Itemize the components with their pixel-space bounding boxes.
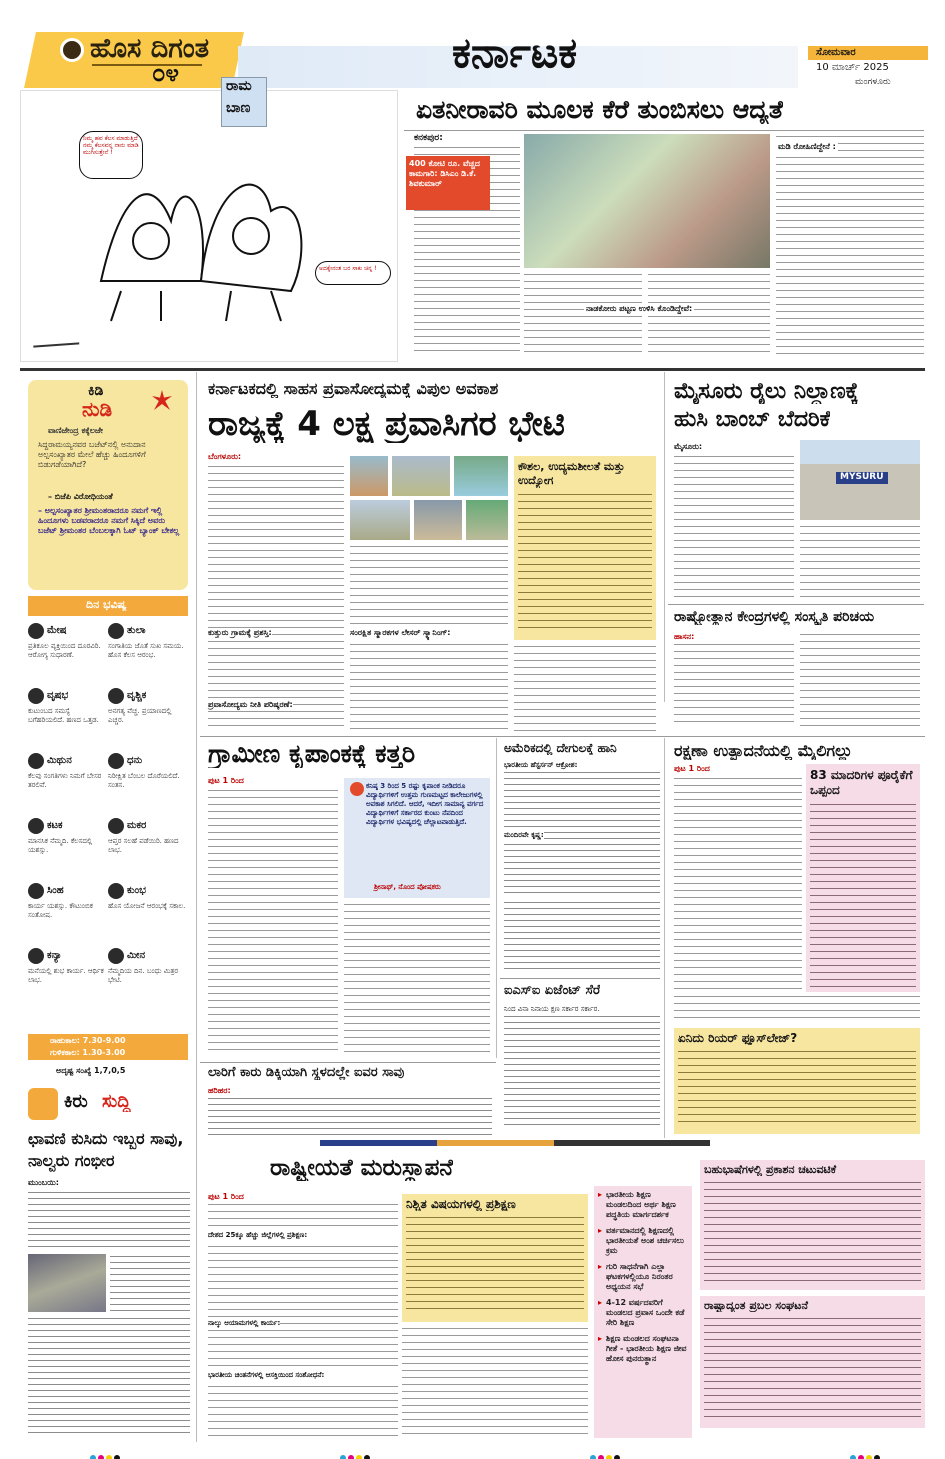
rakshana-col1 bbox=[674, 776, 802, 990]
mysuru-headline-1: ಮೈಸೂರು ರೈಲು ನಿಲ್ದಾಣಕ್ಕೆ bbox=[674, 380, 859, 404]
rashtrotthana-col1 bbox=[674, 642, 794, 728]
zodiac-icon bbox=[28, 688, 44, 704]
tourism-col2 bbox=[350, 544, 508, 732]
cartoon-label-top: ರಾಮ bbox=[226, 79, 252, 94]
zodiac-text: ಸಂಗಾತಿಯ ಜೊತೆ ಸುಖ ಸಮಯ. ಹೊಸ ಕೆಲಸ ಆರಂಭ. bbox=[108, 642, 184, 659]
bullet-icon: ▸ bbox=[598, 1226, 603, 1235]
story-america bbox=[500, 738, 660, 898]
kirusuddi-dateline: ಮುಂಬಯಿ: bbox=[28, 1178, 59, 1187]
gramina-quote: ಕನಿಷ್ಠ 3 ರಿಂದ 5 ರಷ್ಟು ಕೃಪಾಂಕ ನೀಡಿದರೂ ವಿದ್ಯಾರ್ಥಿಗಳಿಗೆ ಉತ್ತಮ ಗುಣಮಟ್ಟದ ಕಾಲೇಜುಗಳಲ್ಲಿ ಅವಕಾಶ ಸಿಗಲಿದೆ. ಆದರೆ, ಇದೀಗ ಸಾಮಾನ್ಯ ವರ್ಗದ ವಿದ್ಯಾರ್ಥಿಗಳಿಗೆ ಸರ್ಕಾರದ ಕುಂಟು ನೆಪದಿಂದ ವಿದ್ಯಾರ್ಥಿಗಳ ಭವಿಷ್ಯದಲ್ಲಿ ಚೆಲ್ಲಾಟವಾಡುತ್ತಿದೆ. bbox=[366, 782, 484, 826]
zodiac-name: ಧನು bbox=[127, 755, 143, 766]
zodiac-text: ಕಾರ್ಯ ಯಶಸ್ಸು. ಕೌಟುಂಬಿಕ ಸಂತೋಷ. bbox=[28, 902, 93, 919]
zodiac-text: ನೆಮ್ಮದಿಯ ದಿನ. ಬಂಧು ಮಿತ್ರರ ಭೇಟಿ. bbox=[108, 967, 179, 984]
tourism-kicker: ಕರ್ನಾಟಕದಲ್ಲಿ ಸಾಹಸ ಪ್ರವಾಸೋದ್ಯಮಕ್ಕೆ ವಿಪುಲ ಅವಕಾಶ bbox=[208, 380, 499, 398]
mysuru-headline-2: ಹುಸಿ ಬಾಂಬ್ ಬೆದರಿಕೆ bbox=[674, 408, 831, 432]
zodiac-text: ಅನಗತ್ಯ ವೆಚ್ಚ. ಪ್ರಯಾಣದಲ್ಲಿ ಎಚ್ಚರ. bbox=[108, 707, 172, 724]
gramina-quote-author: ಶ್ರೀನಾಥ್, ನೊಂದ ಪೋಷಕರು bbox=[374, 883, 441, 891]
lorry-headline: ಲಾರಿಗೆ ಕಾರು ಡಿಕ್ಕಿಯಾಗಿ ಸ್ಥಳದಲ್ಲೇ ಐವರ ಸಾವು bbox=[208, 1066, 405, 1080]
story-rashtriyate bbox=[200, 1148, 692, 1440]
section-title: ಕರ್ನಾಟಕ bbox=[452, 30, 578, 77]
zodiac-text: ಮನೆಯಲ್ಲಿ ಶುಭ ಕಾರ್ಯ. ಆರ್ಥಿಕ ಲಾಭ. bbox=[28, 967, 104, 984]
lucky-number: ಅದೃಷ್ಟ ಸಂಖ್ಯೆ 1,7,0,5 bbox=[56, 1066, 126, 1075]
masthead-date: 10 ಮಾರ್ಚ್ 2025 bbox=[816, 62, 889, 73]
rashtriyate-sub-2: ನಾಲ್ಕು ಆಯಾಮಗಳಲ್ಲಿ ಕಾರ್ಯ: bbox=[208, 1319, 281, 1327]
america-dateline: ಭಾರತೀಯ ಹೆಸ್ಟರ್ಸನ್ ಆಕ್ರೋಶ: bbox=[504, 761, 578, 769]
kirusuddi-text-2 bbox=[110, 1254, 190, 1312]
gulika: ಗುಳಿಕಕಾಲ: 1.30-3.00 bbox=[50, 1048, 126, 1057]
zodiac-text: ಕುಟುಂಬದ ಸಮಸ್ಯೆ ಬಗೆಹರಿಯಲಿದೆ. ಹಣದ ಒತ್ತಡ. bbox=[28, 707, 99, 724]
story-lake-highlight: 400 ಕೋಟಿ ರೂ. ವೆಚ್ಚದ ಕಾಮಗಾರಿ: ಡಿಸಿಎಂ ಡಿ.ಕೆ. ಶಿವಕುಮಾರ್ bbox=[409, 159, 480, 188]
story-rakshana bbox=[668, 738, 924, 1138]
registration-marks-2 bbox=[340, 1446, 372, 1459]
zodiac-icon bbox=[28, 818, 44, 834]
gramina-headline: ಗ್ರಾಮೀಣ ಕೃಪಾಂಕಕ್ಕೆ ಕತ್ತರಿ bbox=[208, 740, 416, 768]
row-rule-1 bbox=[20, 368, 925, 371]
kidi-answer-1: – ಬಿಜೆಪಿ ವಿರೋಧಿಯಂತೆ bbox=[48, 492, 113, 501]
zodiac-sign bbox=[28, 685, 106, 747]
tourism-sub-2: ಸಂರಕ್ಷಿತ ಸ್ಮಾರಕಗಳ ಲೇಸರ್ ಸ್ಕ್ಯಾನಿಂಗ್: bbox=[350, 628, 508, 638]
kidi-question: ಸಿದ್ದರಾಮಯ್ಯನವರ ಬಜೆಟ್‌ನಲ್ಲಿ ಅನುದಾನ ಅಲ್ಪಸಂಖ್ಯಾತರ ಮೇಲೆ ಹೆಚ್ಚು ಹಿಂದೂಗಳಿಗೆ ಬಿಡುಗಡೆಯಾಗಿದೆ? bbox=[38, 440, 146, 469]
zodiac-sign bbox=[108, 750, 186, 812]
zodiac-name: ಸಿಂಹ bbox=[47, 885, 64, 896]
mysuru-col2 bbox=[800, 524, 920, 598]
masthead-day: ಸೋಮವಾರ bbox=[816, 47, 856, 58]
kirusuddi-text bbox=[28, 1190, 190, 1250]
cartoon-panel bbox=[20, 79, 398, 362]
zodiac-name: ಮಿಥುನ bbox=[47, 755, 72, 766]
mysuru-sign: MYSURU bbox=[836, 472, 888, 484]
zodiac-name: ಮಕರ bbox=[127, 820, 147, 831]
masthead-tagline-rule bbox=[92, 64, 202, 66]
zodiac-sign bbox=[108, 880, 186, 942]
rakshana-box-title: 83 ಮಾದರಿಗಳ ಪೂರೈಕೆಗೆ ಒಪ್ಪಂದ bbox=[810, 768, 913, 797]
rakshana-box-text bbox=[810, 802, 916, 988]
tourism-photo-4[interactable] bbox=[350, 500, 410, 540]
rahukala: ರಾಹುಕಾಲ: 7.30-9.00 bbox=[50, 1036, 126, 1045]
column-rule-right bbox=[664, 738, 665, 1138]
rear-text bbox=[678, 1049, 916, 1127]
rear-title: ಏನಿದು ರಿಯರ್ ಫ್ಯೂಸ್‌ಲೇಜ್? bbox=[678, 1032, 798, 1045]
zodiac-icon bbox=[108, 688, 124, 704]
rashtriyate-dateline: ಪುಟ 1 ರಿಂದ bbox=[208, 1192, 244, 1201]
tourism-sub-1: ಕುತ್ತುರು ಗ್ರಾಮಕ್ಕೆ ಪ್ರಶಸ್ತಿ: bbox=[208, 628, 272, 637]
zodiac-icon bbox=[28, 623, 44, 639]
rashtriyate-points bbox=[594, 1186, 692, 1438]
kirusuddi-photo[interactable] bbox=[28, 1254, 106, 1312]
tourism-photo-2[interactable] bbox=[392, 456, 450, 496]
sanghatane-text bbox=[704, 1316, 921, 1422]
speech-bubble-left bbox=[79, 131, 143, 179]
spark-icon bbox=[152, 390, 172, 410]
mysuru-col1 bbox=[674, 454, 794, 598]
registration-marks-4 bbox=[850, 1446, 882, 1459]
rakshana-headline: ರಕ್ಷಣಾ ಉತ್ಪಾದನೆಯಲ್ಲಿ ಮೈಲಿಗಲ್ಲು bbox=[674, 742, 853, 760]
rashtrotthana-col2 bbox=[800, 632, 920, 728]
tourism-photo-5[interactable] bbox=[414, 500, 462, 540]
story-bahubhashe bbox=[700, 1160, 925, 1442]
bullet-icon: ▸ bbox=[598, 1334, 603, 1343]
tourism-dateline: ಬೆಂಗಳೂರು: bbox=[208, 452, 242, 461]
story-tourism bbox=[200, 372, 660, 734]
zodiac-sign bbox=[28, 620, 106, 682]
story-lorry bbox=[200, 1064, 496, 1140]
rashtrotthana-headline: ರಾಷ್ಟ್ರೋತ್ಥಾನ ಕೇಂದ್ರಗಳಲ್ಲಿ ಸಂಸ್ಕೃತಿ ಪರಿಚಯ bbox=[674, 610, 875, 625]
mysuru-dateline: ಮೈಸೂರು: bbox=[674, 442, 703, 451]
kirusuddi-title-2: ಸುದ್ದಿ bbox=[102, 1092, 131, 1112]
rashtriyate-box-text bbox=[406, 1215, 584, 1315]
zodiac-name: ಕಟಕ bbox=[47, 820, 63, 831]
rashtriyate-sub-1: ದೇಶದ 25ಕ್ಕೂ ಹೆಚ್ಚು ಜಿಲ್ಲೆಗಳಲ್ಲಿ ಪ್ರಶಿಕ್ಷಣ: bbox=[208, 1230, 398, 1240]
tourism-photo-1[interactable] bbox=[350, 456, 388, 496]
column-rule-left bbox=[196, 372, 197, 1442]
zodiac-text: ನಿರೀಕ್ಷಿತ ಬೆಂಬಲ ದೊರೆಯಲಿದೆ. ಸಂತಸ. bbox=[108, 772, 180, 789]
rashtriyate-box bbox=[402, 1194, 588, 1322]
sanghatane-box bbox=[700, 1296, 925, 1428]
tourism-box-text bbox=[518, 492, 652, 632]
story-lake-col4 bbox=[776, 134, 924, 358]
zodiac-name: ಕನ್ಯಾ bbox=[47, 950, 62, 961]
point-item bbox=[598, 1298, 688, 1328]
point-item bbox=[598, 1226, 688, 1256]
zodiac-sign bbox=[28, 880, 106, 942]
registration-marks-3 bbox=[590, 1446, 622, 1459]
point-item bbox=[598, 1190, 688, 1220]
rashtriyate-sub-3: ಭಾರತೀಯ ಚಿಂತನೆಗಳಲ್ಲಿ ಆಸಕ್ತಿಯಿಂದ ಸಂಶೋಧನೆ: bbox=[208, 1370, 398, 1380]
bhavishya-title: ದಿನ ಭವಿಷ್ಯ bbox=[86, 599, 127, 611]
rule-lorry bbox=[200, 1062, 496, 1063]
zodiac-sign bbox=[28, 945, 106, 1007]
bullet-icon: ▸ bbox=[598, 1298, 603, 1307]
zodiac-icon bbox=[108, 623, 124, 639]
tourism-headline: ರಾಜ್ಯಕ್ಕೆ 4 ಲಕ್ಷ ಪ್ರವಾಸಿಗರ ಭೇಟಿ bbox=[208, 406, 566, 444]
zodiac-text: ಮಾನಸಿಕ ನೆಮ್ಮದಿ. ಕೆಲಸದಲ್ಲಿ ಯಶಸ್ಸು. bbox=[28, 837, 93, 854]
story-lake-highlight-box bbox=[406, 156, 490, 210]
lorry-text bbox=[208, 1096, 492, 1138]
gramina-quote-box bbox=[344, 778, 490, 898]
zodiac-name: ತುಲಾ bbox=[127, 625, 146, 636]
zodiac-sign bbox=[108, 685, 186, 747]
story-lake-col2 bbox=[524, 272, 642, 358]
rule-isi bbox=[500, 978, 660, 979]
zodiac-sign bbox=[108, 620, 186, 682]
gramina-col2 bbox=[344, 902, 490, 1054]
column-rule-gramina bbox=[496, 738, 497, 1058]
bhavishya-box bbox=[28, 596, 188, 1038]
column-rule-mid bbox=[664, 372, 665, 702]
kirusuddi-title: ಕಿರು bbox=[64, 1092, 88, 1112]
kirusuddi bbox=[20, 1086, 192, 1438]
zodiac-name: ಮೇಷ bbox=[47, 625, 67, 636]
story-lake-subhead-2: ಮಡಿ ರೋಹಿಣಿದ್ದೇನೆ : bbox=[778, 142, 836, 151]
gramina-dateline: ಪುಟ 1 ರಿಂದ bbox=[208, 776, 244, 785]
isi-text-start: ನಿಂದ ವಿನಾ ನಿನಾಯ ಕ್ಷಣ ಸರ್ಕಾರ ಸರ್ಕಾರ. bbox=[504, 1005, 600, 1013]
point-text: ವರ್ತಮಾನದಲ್ಲಿ ಶಿಕ್ಷಣದಲ್ಲಿ ಭಾರತೀಯತೆ ಅಂಶ ಚರ್ಚಿಸಲು ಕ್ರಮ bbox=[606, 1226, 684, 1255]
zodiac-sign bbox=[28, 750, 106, 812]
tourism-box bbox=[514, 456, 656, 640]
fist-icon bbox=[28, 1088, 58, 1120]
speech-bubble-left-text: ನಿಮ್ಮ ಹವ ಕೆಲಸ ಮಾಡುತ್ತಿದೆ ನಮ್ಮ ಕೆಲಸವನ್ನ ನಾನು ಮಾಡಿ ಮುಗಿಸುತ್ತೇನೆ ! bbox=[83, 135, 139, 156]
story-isi bbox=[500, 980, 660, 1136]
zodiac-icon bbox=[28, 753, 44, 769]
cartoon-label-bottom: ಬಾಣ bbox=[226, 101, 251, 116]
story-lake-photo[interactable] bbox=[524, 134, 770, 268]
rakshana-box bbox=[806, 764, 920, 992]
zodiac-icon bbox=[108, 753, 124, 769]
tourism-box-title: ಕೌಶಲ, ಉದ್ಯಮಶೀಲತೆ ಮತ್ತು ಉದ್ಯೋಗ bbox=[518, 460, 625, 487]
point-text: ಗುರಿ ಸಾಧನೆಗಾಗಿ ಎಲ್ಲಾ ಘಟಕಗಳಲ್ಲಿಯೂ ನಿರಂತರ ಅಧ್ಯಯನ ಸಭೆ bbox=[606, 1262, 673, 1291]
registration-marks bbox=[90, 1446, 122, 1459]
kirusuddi-text-3 bbox=[28, 1316, 190, 1436]
masthead bbox=[0, 0, 945, 88]
point-item bbox=[598, 1262, 688, 1292]
kidi-answer-2: – ಅಲ್ಪಸಂಖ್ಯಾತರ ಶ್ರೀಮಂತರಾದರೂ ನಮಗೆ ಇಲ್ಲಿ ಹಿಂದೂಗಳು ಬಡವರಾದರೂ ನಮಗೆ ಸಿಕ್ಕಿದೆ ಅವರು ಬಜೆಟ್ ಶ್ರೀಮಂತರ ಬೆಂಬಲಕ್ಕಾಗಿ ಓಟ್ ಬ್ಯಾಂಕ್ ಬೇಕಲ್ಲ bbox=[38, 506, 180, 535]
zodiac-icon bbox=[108, 818, 124, 834]
tourism-photo-6[interactable] bbox=[466, 500, 508, 540]
rashtriyate-col2 bbox=[402, 1326, 588, 1438]
zodiac-text: ಕೆಲವು ಸಂಗತಿಗಳು ನಿಮಗೆ ಬೇಸರ ತರಲಿವೆ. bbox=[28, 772, 102, 789]
kirusuddi-headline: ಛಾವಣಿ ಕುಸಿದು ಇಬ್ಬರ ಸಾವು, ನಾಲ್ವರು ಗಂಭೀರ bbox=[28, 1129, 184, 1170]
america-text-2 bbox=[504, 900, 660, 974]
zodiac-icon bbox=[108, 883, 124, 899]
bahubhashe-title: ಬಹುಭಾಷೆಗಳಲ್ಲಿ ಪ್ರಕಾಶನ ಚಟುವಟಿಕೆ bbox=[704, 1164, 837, 1176]
america-headline: ಅಮೆರಿಕದಲ್ಲಿ ದೇಗುಲಕ್ಕೆ ಹಾನಿ bbox=[504, 742, 617, 755]
zodiac-icon bbox=[28, 948, 44, 964]
point-text: ಶಿಕ್ಷಣ ಮಂಡಲದ ಸಂಘಟನಾ ಗೀತೆ - ಭಾರತೀಯ ಶಿಕ್ಷಣ ಜೀವ ಹೋಸ ಪುನರುತ್ಥಾನ bbox=[606, 1334, 687, 1363]
gramina-col1 bbox=[208, 788, 338, 1054]
tourism-photo-3[interactable] bbox=[454, 456, 508, 496]
page-number: ೦೪ bbox=[152, 60, 179, 87]
lorry-dateline: ಹರಿಹರ: bbox=[208, 1086, 231, 1095]
story-lake-headline: ಏತನೀರಾವರಿ ಮೂಲಕ ಕೆರೆ ತುಂಬಿಸಲು ಆದ್ಯತೆ bbox=[416, 96, 784, 124]
story-mysuru bbox=[668, 372, 924, 602]
point-text: 4-12 ವರ್ಷದವರಿಗೆ ಮಂಡಲದ ಪ್ರವಾಸ ಒಂದೇ ಕಡೆ ಸೇರಿ ಶಿಕ್ಷಣ bbox=[606, 1298, 685, 1327]
zodiac-name: ಕುಂಭ bbox=[127, 885, 146, 896]
bullet-icon: ▸ bbox=[598, 1190, 603, 1199]
rear-box bbox=[674, 1028, 920, 1134]
rakshana-col2 bbox=[674, 994, 920, 1024]
mysuru-photo[interactable] bbox=[800, 440, 920, 520]
sanghatane-title: ರಾಷ್ಟ್ರಾದ್ಯಂತ ಪ್ರಬಲ ಸಂಘಟನೆ bbox=[704, 1300, 808, 1312]
tourism-col3 bbox=[514, 644, 656, 732]
quote-icon bbox=[350, 782, 364, 796]
zodiac-text: ಪ್ರತಿಕೂಲ ವ್ಯಕ್ತಿಯಿಂದ ದೂರವಿರಿ. ಆರೋಗ್ಯ ಸುಧಾರಣೆ. bbox=[28, 642, 101, 659]
masthead-city: ಮಂಗಳೂರು bbox=[855, 77, 891, 87]
zodiac-name: ಮೀನ bbox=[127, 950, 145, 961]
bahubhashe-text bbox=[704, 1180, 921, 1284]
zodiac-icon bbox=[28, 883, 44, 899]
zodiac-grid bbox=[28, 620, 188, 1010]
rule-rashtrotthana bbox=[668, 604, 924, 605]
logo-emblem-icon bbox=[60, 38, 84, 62]
headline-rule bbox=[404, 130, 924, 131]
rashtriyate-headline: ರಾಷ್ಟ್ರೀಯತೆ ಮರುಸ್ಥಾಪನೆ bbox=[270, 1156, 454, 1181]
isi-headline: ಐಎಸ್‌ಐ ಏಜೆಂಟ್ ಸೆರೆ bbox=[504, 984, 601, 998]
zodiac-text: ಆಪ್ತರ ಸಲಹೆ ಪಡೆಯಿರಿ. ಹಣದ ಲಾಭ. bbox=[108, 837, 179, 854]
zodiac-name: ವೃಶ್ಚಿಕ bbox=[127, 690, 147, 701]
rashtrotthana-dateline: ಹಾಸನ: bbox=[674, 632, 695, 641]
zodiac-text: ಹೊಸ ಯೋಜನೆ ಆರಂಭಕ್ಕೆ ಸಕಾಲ. bbox=[108, 902, 186, 910]
story-lake bbox=[404, 90, 924, 362]
story-lake-col3 bbox=[648, 272, 770, 358]
speech-bubble-right bbox=[315, 261, 391, 285]
zodiac-icon bbox=[108, 948, 124, 964]
rakshana-dateline: ಪುಟ 1 ರಿಂದ bbox=[674, 764, 710, 773]
masthead-logo[interactable]: ಹೊಸ ದಿಗಂತ bbox=[90, 34, 210, 64]
story-lake-dateline: ಕನಕಪುರ: bbox=[414, 133, 443, 143]
kidi-nudi-box bbox=[28, 380, 188, 590]
america-sub: ಮಂದಿರವೇ ಕೃಷ್ಣ: bbox=[504, 831, 544, 839]
color-strip bbox=[320, 1140, 710, 1146]
row-rule-2 bbox=[200, 736, 925, 737]
story-rashtrotthana bbox=[668, 606, 924, 730]
kidi-title-2: ನುಡಿ bbox=[82, 398, 113, 420]
story-lake-subhead-1: ನಾಡಕೋರು ಪಟ್ಟಣ ಉಳಿಸಿ ಕೊಂಡಿದ್ದೇವೆ: bbox=[586, 304, 693, 313]
zodiac-sign bbox=[108, 945, 186, 1007]
speech-bubble-right-text: ಅದಕ್ಕೇನಂತ ಬರ ಸಾಕು ಚಿನ್ನ ! bbox=[319, 265, 377, 272]
point-item bbox=[598, 1334, 688, 1364]
point-text: ಭಾರತೀಯ ಶಿಕ್ಷಣ ಮಂಡಲದಿಂದ ಅರ್ಥ ಶಿಕ್ಷಣ ಪದ್ಧತಿಯ ಮಾರ್ಗದರ್ಶಕ bbox=[606, 1190, 676, 1219]
tourism-sub-3: ಪ್ರವಾಸೋದ್ಯಮ ನೀತಿ ಪರಿಷ್ಕರಣೆ: bbox=[208, 700, 293, 709]
cartoonist-signature-icon bbox=[33, 334, 80, 347]
zodiac-name: ವೃಷಭ bbox=[47, 690, 69, 701]
bullet-icon: ▸ bbox=[598, 1262, 603, 1271]
bahubhashe-box bbox=[700, 1160, 925, 1290]
rashtriyate-box-title: ನಿಶ್ಚಿತ ವಿಷಯಗಳಲ್ಲಿ ಪ್ರಶಿಕ್ಷಣ bbox=[406, 1198, 516, 1211]
zodiac-sign bbox=[108, 815, 186, 877]
tourism-col1 bbox=[208, 464, 344, 732]
kidi-title: ಕಿಡಿ bbox=[88, 384, 104, 399]
isi-text bbox=[504, 1014, 660, 1126]
story-gramina bbox=[200, 738, 494, 1058]
zodiac-sign bbox=[28, 815, 106, 877]
kidi-author: ವಾಣಿಜೇಂದ್ರ ಕಕ್ಕೆಲಜೇ bbox=[48, 426, 103, 435]
